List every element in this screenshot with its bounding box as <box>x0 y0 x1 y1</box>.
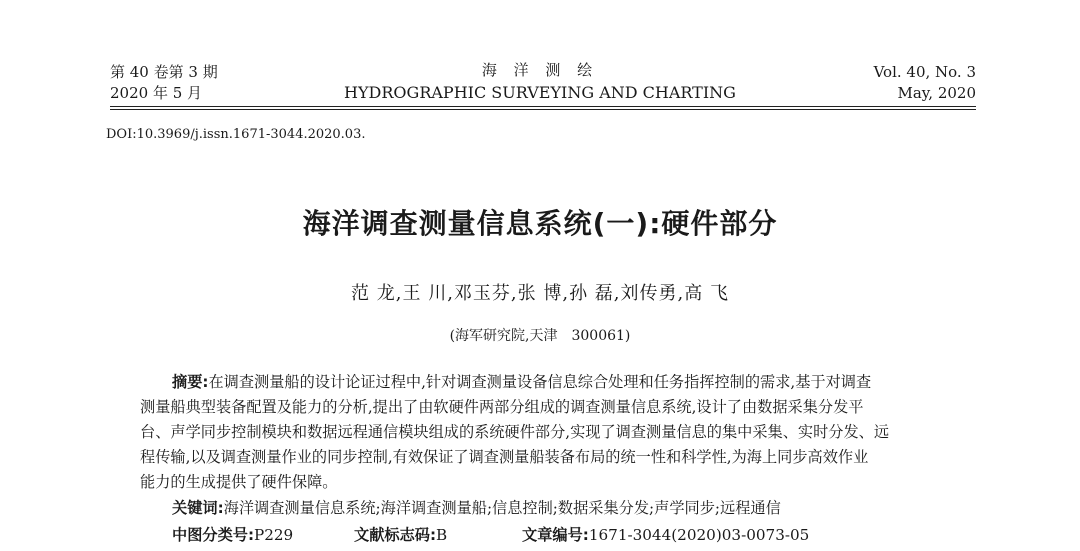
keywords-text: 海洋调查测量信息系统;海洋调查测量船;信息控制;数据采集分发;声学同步;远程通信 <box>223 499 781 517</box>
article-number-value: 1671-3044(2020)03-0073-05 <box>588 526 810 544</box>
header-rule-top <box>110 106 976 107</box>
abstract-line-1 <box>172 371 871 392</box>
article-number-label: 文章编号: <box>522 526 589 544</box>
paper-title: 海洋调查测量信息系统(一):硬件部分 <box>302 207 778 240</box>
abstract-label: 摘要: <box>172 373 209 391</box>
volume-issue-en: Vol. 40, No. 3 <box>873 63 976 81</box>
abstract-text-1: 在调查测量船的设计论证过程中,针对调查测量设备信息综合处理和任务指挥控制的需求,基于对调查 <box>208 373 872 391</box>
date-cn: 2020 年 5 月 <box>110 84 203 102</box>
keywords-label: 关键词: <box>172 499 224 517</box>
article-number-entry <box>522 524 809 545</box>
header-rule-bottom <box>110 109 976 110</box>
doc-code-value: B <box>436 526 448 544</box>
abstract-line-3: 台、声学同步控制模块和数据远程通信模块组成的系统硬件部分,实现了调查测量信息的集中采集、实时分发、远 <box>140 423 890 441</box>
keywords-line <box>172 497 781 518</box>
abstract-line-4: 程传输,以及调查测量作业的同步控制,有效保证了调查测量船装备布局的统一性和科学性,为海上同步高效作业 <box>140 448 869 466</box>
affiliation: (海军研究院,天津 300061) <box>449 328 631 344</box>
abstract-line-2: 测量船典型装备配置及能力的分析,提出了由软硬件两部分组成的调查测量信息系统,设计了由数据采集分发平 <box>140 398 864 416</box>
clc-entry <box>172 524 293 545</box>
doc-code-entry <box>354 524 447 545</box>
clc-label: 中图分类号: <box>172 526 255 544</box>
abstract-line-5: 能力的生成提供了硬件保障。 <box>140 473 338 491</box>
journal-title-en: HYDROGRAPHIC SURVEYING AND CHARTING <box>344 83 736 102</box>
doi: DOI:10.3969/j.issn.1671-3044.2020.03. <box>106 127 366 142</box>
date-en: May, 2020 <box>897 84 976 102</box>
volume-issue-cn: 第 40 卷第 3 期 <box>110 63 218 81</box>
author-list: 范 龙,王 川,邓玉芬,张 博,孙 磊,刘传勇,高 飞 <box>351 283 729 304</box>
journal-title-cn: 海 洋 测 绘 <box>481 61 599 79</box>
clc-value: P229 <box>254 526 294 544</box>
doc-code-label: 文献标志码: <box>354 526 437 544</box>
